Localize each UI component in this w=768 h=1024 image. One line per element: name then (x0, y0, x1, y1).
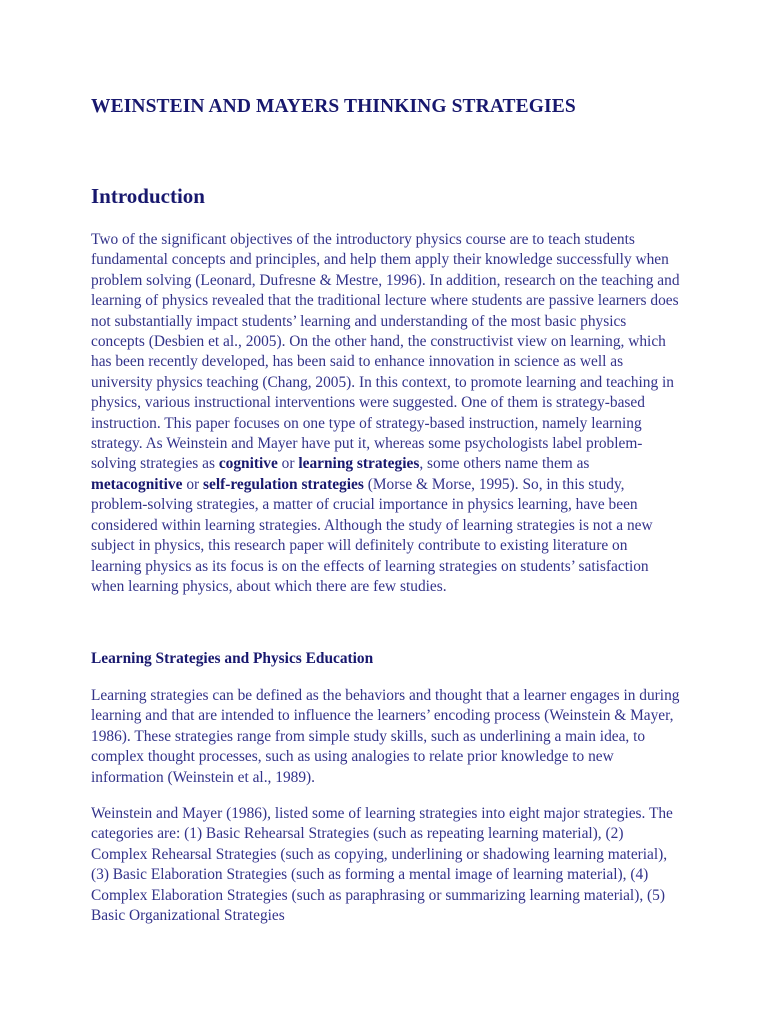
term-metacognitive: metacognitive (91, 475, 183, 493)
learning-strategies-paragraph-1: Learning strategies can be defined as the behaviors and thought that a learner engages in during learning and that are intended to influence the learners’ encoding process (Weinstein & Mayer, 1986). These strategies range from simple study skills, such as underlining a main idea, to complex thought processes, such as using analogies to relate prior knowledge to new information (Weinstein et al., 1989). (91, 687, 680, 786)
intro-text-some-others: , some others name them as (419, 455, 590, 473)
introduction-paragraph (91, 230, 681, 597)
term-cognitive: cognitive (218, 455, 278, 473)
term-learning-strategies: learning strategies (298, 455, 420, 473)
introduction-heading: Introduction (91, 184, 205, 208)
section-heading-learning-strategies: Learning Strategies and Physics Education (91, 650, 374, 667)
learning-strategies-paragraph-2: Weinstein and Mayer (1986), listed some of learning strategies into eight major strategies. The categories are: (1) Basic Rehearsal Strategies (such as repeating learning material), (2) Complex Rehearsal Strategies (such as copying, underlining or shadowing learning material), (3) Basic Elaboration Strategies (such as forming a mental image of learning material), (4) Complex Elaboration Strategies (such as paraphrasing or summarizing learning material), (5) Basic Organizational Strategies (91, 805, 673, 925)
intro-text-or-2: or (182, 475, 203, 493)
term-self-regulation: self-regulation strategies (203, 475, 364, 493)
intro-text-part-2: (Morse & Morse, 1995). So, in this study, problem-solving strategies, a matter of crucial importance in physics learning, have been considered within learning strategies. Although the study of learning strategies is not a new subject in physics, this research paper will definitely contribute to existing literature on learning physics as its focus is on the effects of learning strategies on students’ satisfaction when learning physics, about which there are few studies. (91, 475, 653, 595)
document-title: WEINSTEIN AND MAYERS THINKING STRATEGIES (91, 96, 576, 117)
intro-text-part-1: Two of the significant objectives of the introductory physics course are to teach students fundamental concepts and principles, and help them apply their knowledge successfully when problem solving (Leonard, Dufresne & Mestre, 1996). In addition, research on the teaching and learning of physics revealed that the traditional lecture where students are passive learners does not substantially impact students’ learning and understanding of the most basic physics concepts (Desbien et al., 2005). On the other hand, the constructivist view on learning, which has been recently developed, has been said to enhance innovation in science as well as university physics teaching (Chang, 2005). In this context, to promote learning and teaching in physics, various instructional interventions were suggested. One of them is strategy-based instruction. This paper focuses on one type of strategy-based instruction, namely learning strategy. As Weinstein and Mayer have put it, whereas some psychologists label problem-solving strategies as (91, 231, 680, 473)
intro-text-or-1: or (277, 455, 299, 473)
